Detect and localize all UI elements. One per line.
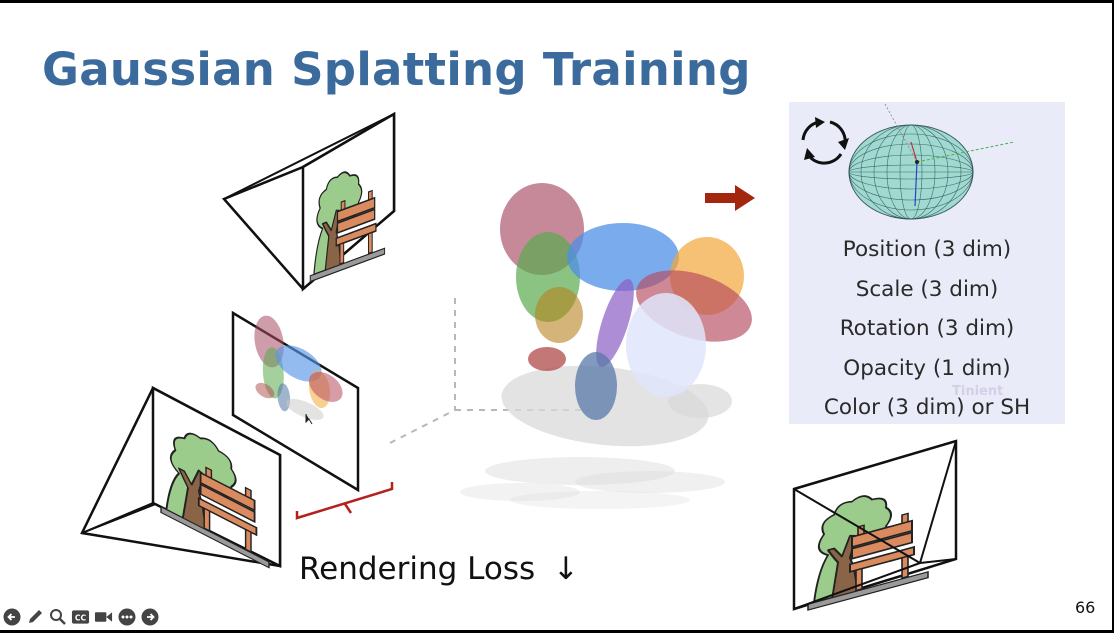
arrow-right-circle-icon (141, 608, 159, 626)
ellipsoid-diagram (789, 102, 1065, 230)
property-rotation: Rotation (3 dim) (839, 316, 1015, 341)
video-camera-icon (94, 609, 113, 625)
watermark: Tinient (952, 384, 1004, 399)
more-icon (118, 608, 136, 626)
property-color: Color (3 dim) or SH (823, 395, 1031, 420)
arrow-left-circle-icon (3, 608, 21, 626)
page-number: 66 (1075, 598, 1096, 617)
loss-text: Rendering Loss (299, 551, 536, 587)
property-list (789, 230, 1065, 428)
pen-button[interactable] (25, 607, 44, 626)
property-opacity: Opacity (1 dim) (843, 355, 1011, 381)
svg-text:CC: CC (74, 612, 87, 622)
gaussian-properties-panel (789, 102, 1065, 424)
previous-slide-button[interactable] (2, 607, 21, 626)
slide (0, 3, 1112, 630)
refresh-icon (803, 117, 849, 163)
more-button[interactable] (117, 607, 136, 626)
loss-down-arrow: ↓ (553, 551, 579, 587)
next-slide-button[interactable] (140, 607, 159, 626)
pencil-icon (26, 608, 44, 626)
cc-icon (71, 609, 90, 625)
rendering-loss-label (299, 551, 579, 587)
loss-bracket (297, 482, 392, 518)
captions-button[interactable] (71, 607, 90, 626)
magnifier-icon (49, 608, 67, 626)
camera-button[interactable] (94, 607, 113, 626)
property-scale: Scale (3 dim) (855, 276, 999, 302)
camera-right (794, 441, 956, 610)
presentation-controls (2, 607, 159, 626)
camera-left (82, 311, 358, 568)
property-position: Position (3 dim) (842, 237, 1012, 262)
camera-top (224, 114, 394, 289)
arrow-right-icon (705, 185, 755, 211)
slide-title: Gaussian Splatting Training (42, 43, 751, 96)
zoom-button[interactable] (48, 607, 67, 626)
